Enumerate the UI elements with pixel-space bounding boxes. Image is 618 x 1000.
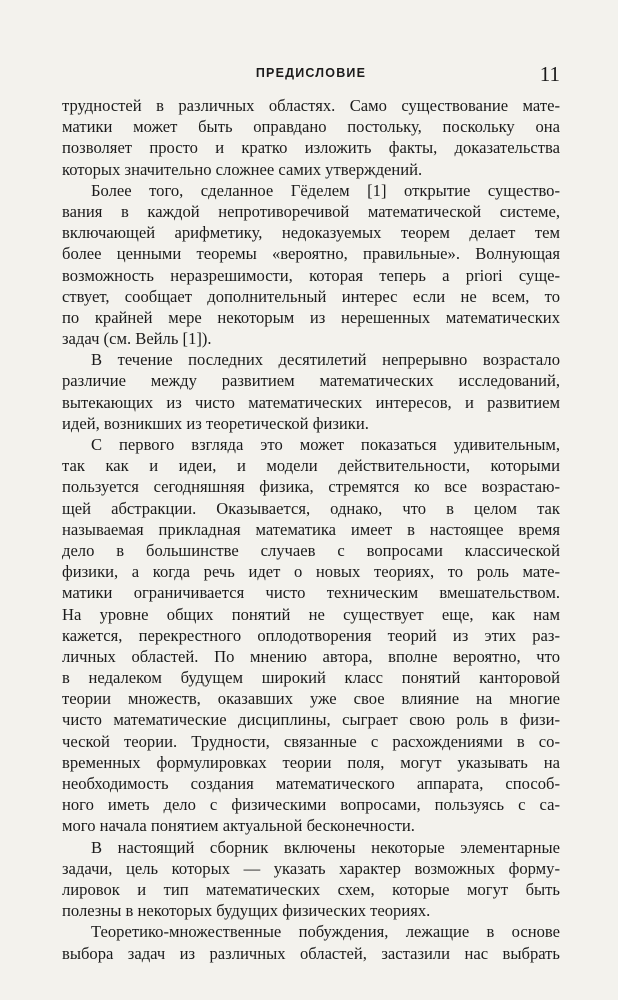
page-number: 11: [539, 62, 560, 86]
text-line: лировок и тип математических схем, которые могут быть: [62, 879, 560, 899]
text-line: включающей арифметику, недоказуемых теорем делает тем: [62, 223, 560, 243]
text-line: в недалеком будущем широкий класс понятий канторовой: [62, 668, 560, 688]
text-line: необходимость создания математического аппарата, способ-: [62, 774, 560, 793]
running-head-title: ПРЕДИСЛОВИЕ: [255, 66, 367, 80]
text-line: В течение последних десятилетий непрерывно возрастало: [91, 350, 560, 370]
text-line: чисто математические дисциплины, сыграет свою роль в физи-: [62, 710, 560, 730]
text-line: так как и идеи, и модели действительности, которыми: [62, 456, 560, 476]
text-line: Теоретико-множественные побуждения, лежащие в основе: [91, 922, 560, 942]
text-line: личных областей. По мнению автора, вполне вероятно, что: [62, 646, 560, 666]
text-line: трудностей в различных областях. Само существование мате-: [62, 96, 560, 115]
text-line: ного иметь дело с физическими вопросами, пользуясь с са-: [62, 795, 560, 815]
text-line: выбора задач из различных областей, застазили нас выбрать: [62, 943, 560, 963]
text-line: задачи, цель которых — указать характер возможных форму-: [62, 858, 560, 878]
text-line: Более того, сделанное Гёделем [1] открытие существо-: [91, 180, 560, 200]
text-line: называемая прикладная математика имеет в настоящее время: [62, 519, 560, 539]
text-line: вытекающих из чисто математических интересов, и развитием: [62, 392, 560, 412]
text-line: идей, возникших из теоретической физики.: [62, 413, 369, 433]
text-line: матики ограничивается чисто техническим вмешательством.: [62, 583, 560, 603]
running-header: [62, 62, 560, 88]
text-line: по крайней мере некоторым из нерешенных математических: [62, 307, 560, 327]
text-line: задач (см. Вейль [1]).: [62, 329, 212, 349]
text-line: более ценными теоремы «вероятно, правильные». Волнующая: [62, 244, 560, 264]
text-line: позволяет просто и кратко изложить факты, доказательства: [62, 138, 560, 158]
text-line: возможность неразрешимости, которая теперь a priori суще-: [62, 265, 560, 285]
text-line: дело в большинстве случаев с вопросами классической: [62, 540, 560, 560]
text-line: В настоящий сборник включены некоторые элементарные: [91, 837, 560, 857]
text-line: С первого взгляда это может показаться удивительным,: [91, 435, 560, 454]
text-line: На уровне общих понятий не существует еще, как нам: [62, 604, 560, 624]
text-line: ческой теории. Трудности, связанные с расхождениями в со-: [62, 731, 560, 751]
text-line: мого начала понятием актуальной бесконечности.: [62, 816, 415, 836]
text-line: которых значительно сложнее самих утверждений.: [62, 159, 423, 179]
text-line: матики может быть оправдано постольку, поскольку она: [62, 117, 560, 137]
text-line: различие между развитием математических исследований,: [62, 371, 560, 391]
text-line: ствует, сообщает дополнительный интерес если не всем, то: [62, 286, 560, 306]
text-line: кажется, перекрестного оплодотворения теорий из этих раз-: [62, 625, 560, 645]
text-line: временных формулировках теории поля, могут указывать на: [62, 752, 560, 772]
text-line: щей абстракции. Оказывается, однако, что в целом так: [62, 498, 560, 518]
text-line: физики, а когда речь идет о новых теориях, то роль мате-: [62, 562, 560, 582]
text-line: пользуется сегодняшняя физика, стремятся ко все возрастаю-: [62, 477, 560, 497]
text-line: теории множеств, оказавших уже свое влияние на многие: [62, 689, 560, 709]
body-text: [62, 95, 560, 964]
text-line: полезны в некоторых будущих физических теориях.: [62, 901, 431, 921]
text-line: вания в каждой непротиворечивой математической системе,: [62, 201, 560, 221]
